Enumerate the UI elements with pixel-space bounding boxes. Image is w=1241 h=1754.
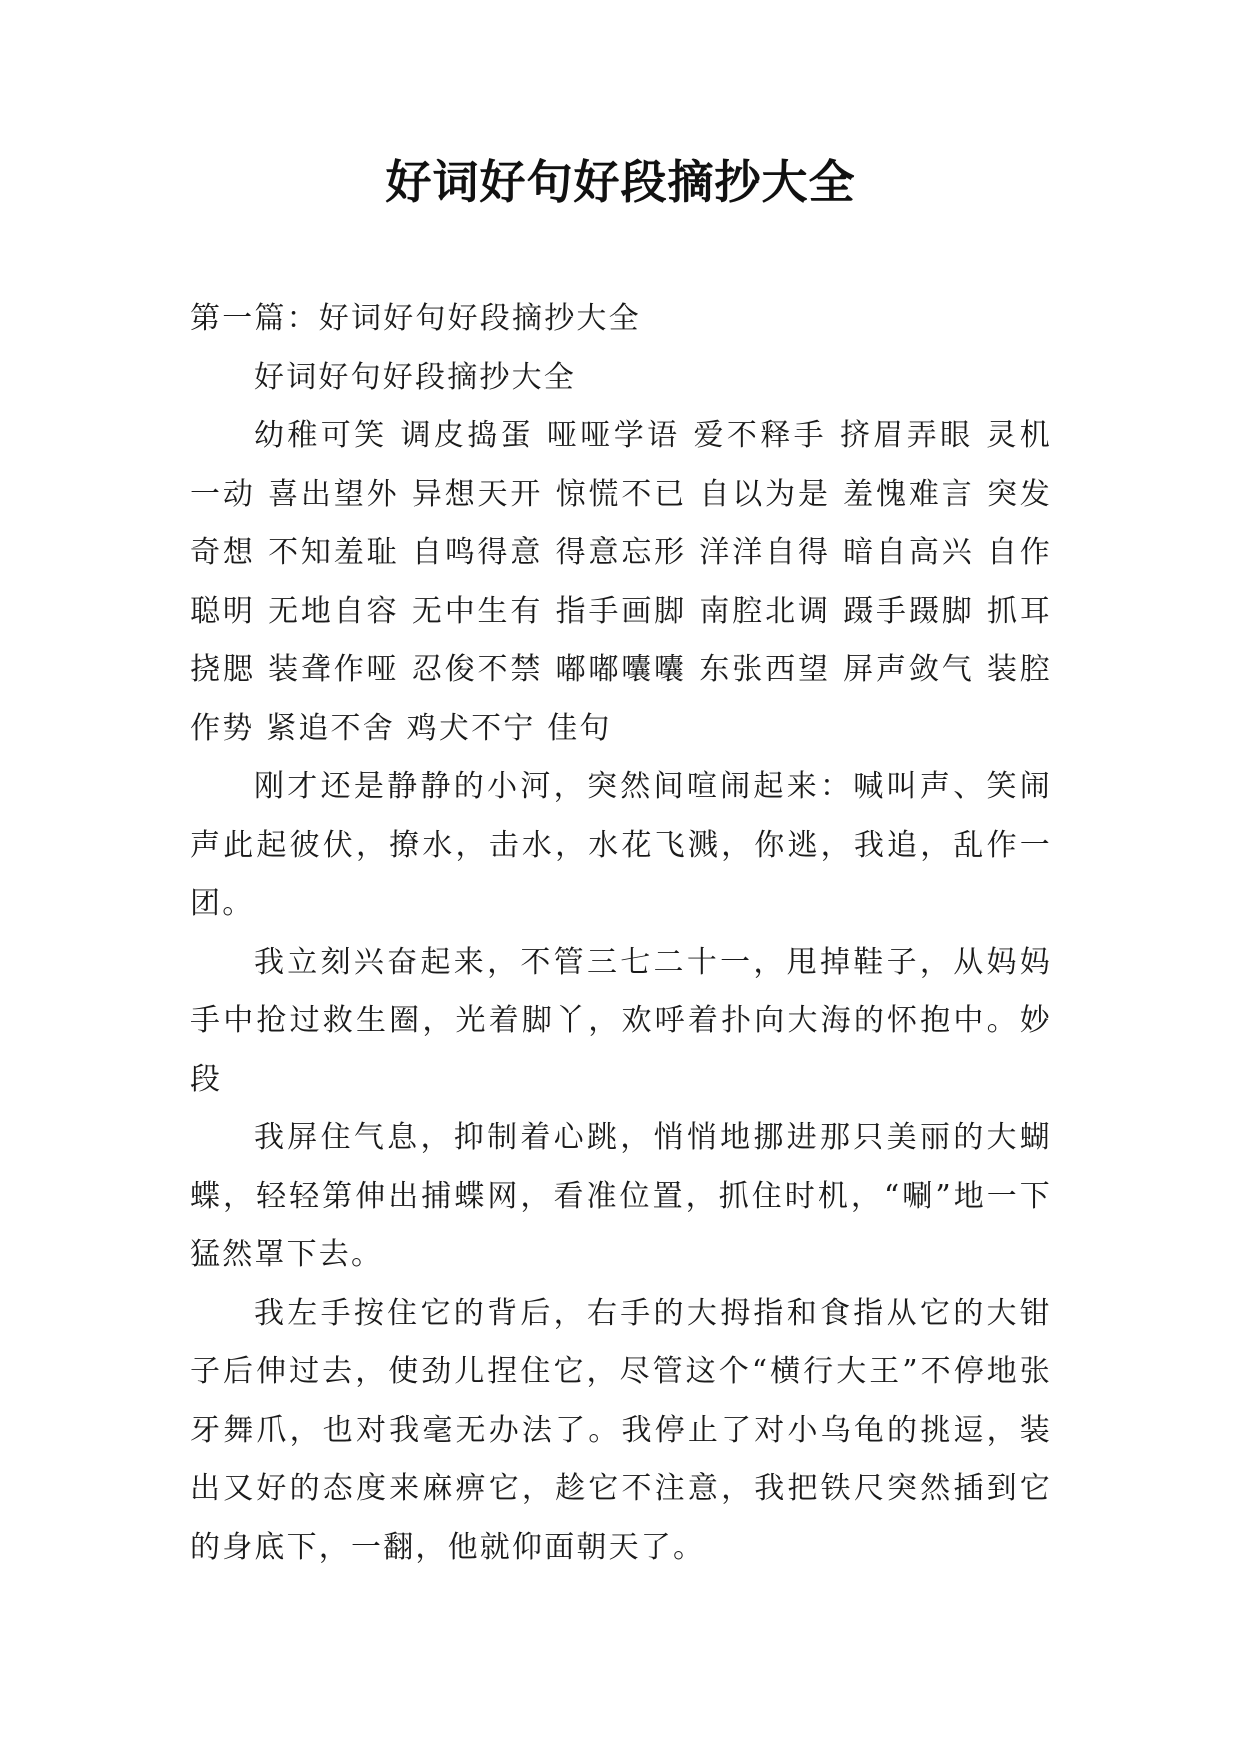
sentence-paragraph: 刚才还是静静的小河，突然间喧闹起来：喊叫声、笑闹声此起彼伏，撩水，击水，水花飞溅，你逃，我追，乱作一团。 <box>190 769 1052 921</box>
passage-paragraph: 我左手按住它的背后，右手的大拇指和食指从它的大钳子后伸过去，使劲儿捏住它，尽管这个“横行大王”不停地张牙舞爪，也对我毫无办法了。我停止了对小乌龟的挑逗，装出又好的态度来麻痹它，趁它不注意，我把铁尺突然插到它的身底下，一翻，他就仰面朝天了。 <box>190 1295 1052 1565</box>
subheading: 好词好句好段摘抄大全 <box>254 359 576 395</box>
vocabulary-paragraph: 幼稚可笑 调皮捣蛋 哑哑学语 爱不释手 挤眉弄眼 灵机一动 喜出望外 异想天开 惊慌不已 自以为是 羞愧难言 突发奇想 不知羞耻 自鸣得意 得意忘形 洋洋自得 暗自高兴 自作聪明 无地自容 无中生有 指手画脚 南腔北调 蹑手蹑脚 抓耳挠腮 装聋作哑 忍俊不禁 嘟嘟囔囔 东张西望 屏声敛气 装腔作势 紧追不舍 鸡犬不宁 佳句 <box>190 418 1052 746</box>
document-body <box>190 290 1052 1577</box>
document-title: 好词好句好段摘抄大全 <box>385 155 856 209</box>
section-heading: 第一篇：好词好句好段摘抄大全 <box>190 301 641 336</box>
passage-paragraph: 我屏住气息，抑制着心跳，悄悄地挪进那只美丽的大蝴蝶，轻轻第伸出捕蝶网，看准位置，抓住时机，“唰”地一下猛然罩下去。 <box>190 1120 1052 1272</box>
sentence-paragraph: 我立刻兴奋起来，不管三七二十一，甩掉鞋子，从妈妈手中抢过救生圈，光着脚丫，欢呼着扑向大海的怀抱中。妙段 <box>190 944 1052 1097</box>
